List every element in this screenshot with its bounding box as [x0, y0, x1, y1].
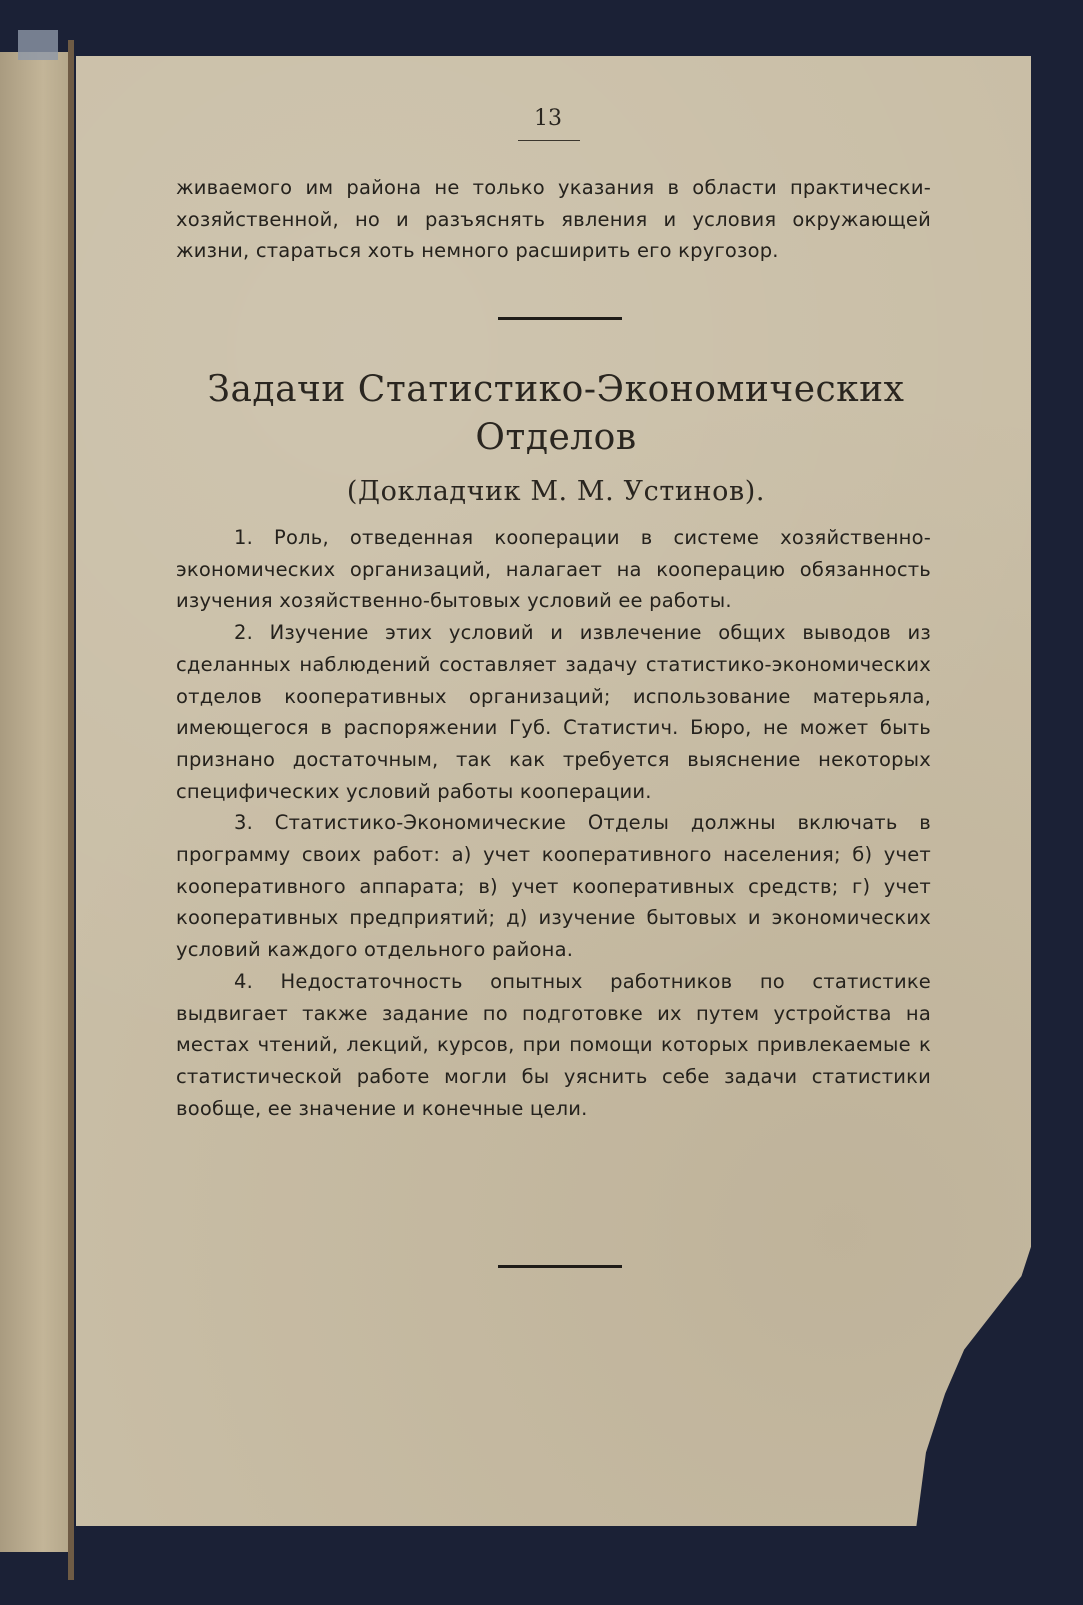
book-spine — [68, 40, 74, 1580]
numbered-items — [176, 522, 931, 1124]
section-title — [176, 366, 936, 462]
left-page-edge — [0, 52, 72, 1552]
item-paragraph: 2. Изучение этих условий и извлечение общих выводов из сделанных наблюдений составляет задачу статистико-экономических отделов кооперативных организаций; использование матерьяла, имеющегося в распоряжении Губ. Статистич. Бюро, не может быть признано достаточным, так как требуется выяснение некоторых специфических условий работы кооперации. — [176, 621, 931, 803]
page-number: 13 — [534, 106, 562, 131]
section-title-line2: Отделов — [475, 417, 637, 458]
page-number-underline — [518, 140, 580, 141]
item-paragraph: 4. Недостаточность опытных работников по статистике выдвигает также задание по подготовке их путем устройства на местах чтений, лекций, курсов, при помощи которых привлекаемые к статистической работе могли бы уяснить себе задачи статистики вообще, ее значение и конечные цели. — [176, 969, 931, 1120]
speaker-line: (Докладчик М. М. Устинов). — [346, 476, 766, 507]
intro-paragraph: живаемого им района не только указания в области практически-хозяйственной, но и разъяснять явления и условия окружающей жизни, стараться хоть немного расширить его кругозор. — [176, 176, 931, 263]
section-title-line1: Задачи Статистико-Экономических — [207, 369, 905, 410]
item-paragraph: 1. Роль, отведенная кооперации в системе хозяйственно-экономических организаций, налагает на кооперацию обязанность изучения хозяйственно-бытовых условий ее работы. — [176, 526, 931, 613]
item-paragraph: 3. Статистико-Экономические Отделы должны включать в программу своих работ: а) учет кооперативного населения; б) учет кооперативного аппарата; в) учет кооперативных средств; г) учет кооперативных предприятий; д) изучение бытовых и экономических условий каждого отдельного района. — [176, 811, 931, 962]
cover-binding-strip — [18, 30, 58, 60]
section-divider-top — [498, 317, 622, 320]
section-divider-bottom — [498, 1265, 622, 1268]
